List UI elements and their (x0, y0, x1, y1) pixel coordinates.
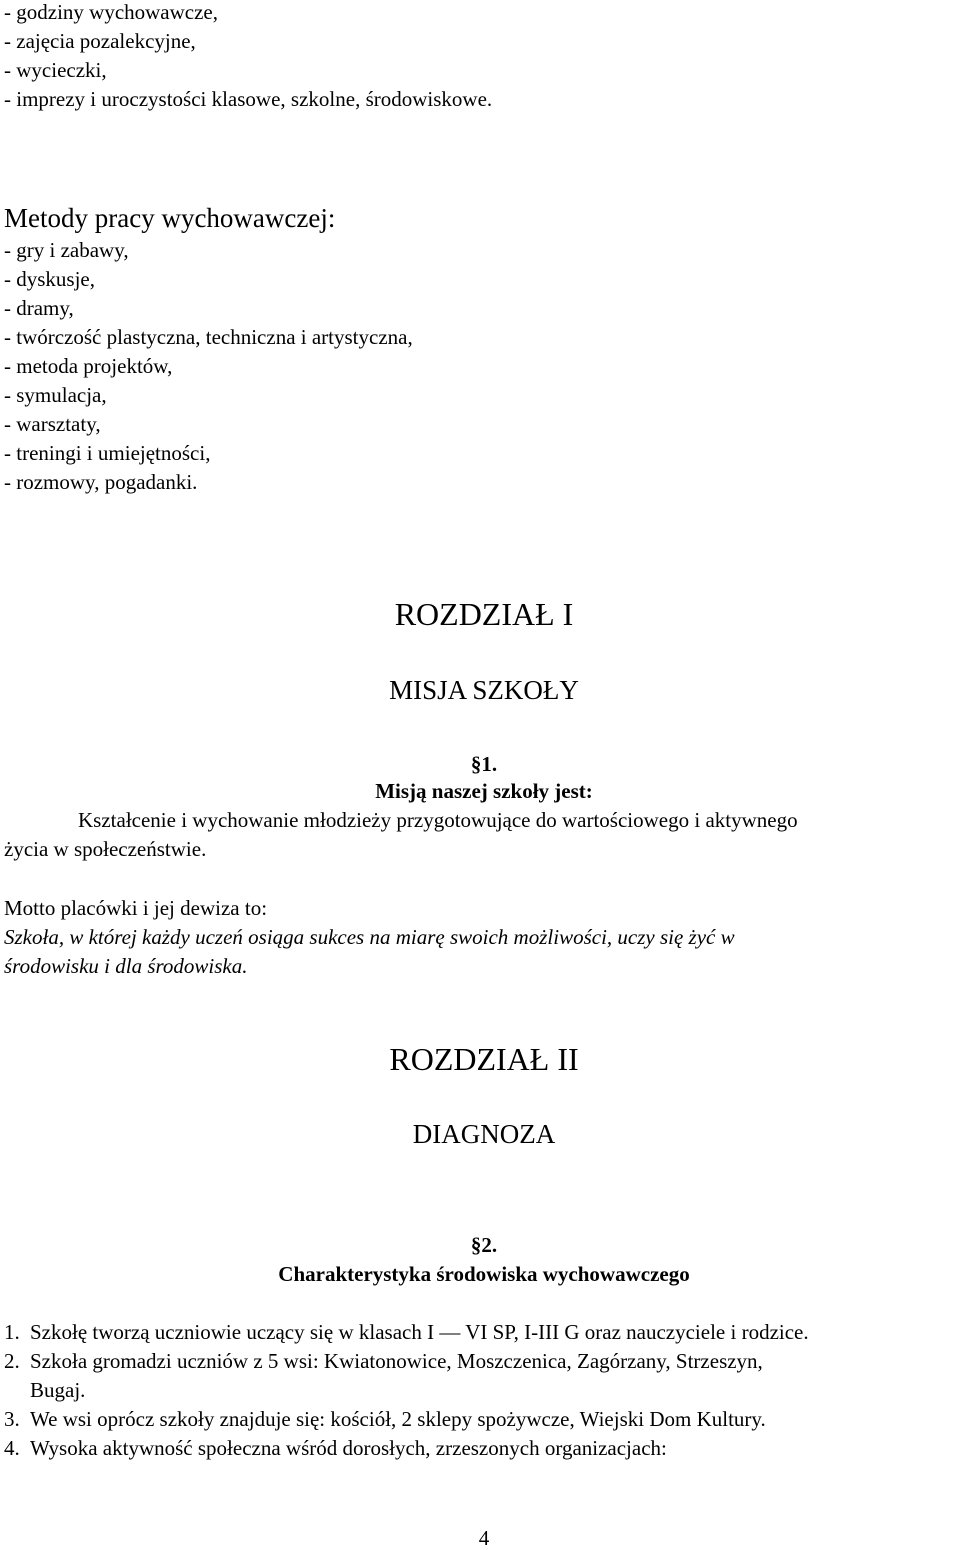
list-item-text: Wysoka aktywność społeczna wśród dorosłych, zrzeszonych organizacjach: (30, 1436, 667, 1460)
list-item-text: Szkoła gromadzi uczniów z 5 wsi: Kwiatonowice, Moszczenica, Zagórzany, Strzeszyn, (30, 1349, 763, 1373)
intro-list-item: - zajęcia pozalekcyjne, (4, 29, 196, 53)
chapter-title: ROZDZIAŁ II (389, 1041, 579, 1077)
mission-text-line: życia w społeczeństwie. (4, 837, 207, 861)
methods-list-item: - rozmowy, pogadanki. (4, 470, 198, 494)
numbered-list-item (4, 1407, 766, 1431)
numbered-list-item (4, 1320, 809, 1344)
chapter-subtitle: DIAGNOZA (412, 1119, 556, 1149)
section-title: Charakterystyka środowiska wychowawczego (278, 1262, 690, 1286)
intro-list-item: - godziny wychowawcze, (4, 0, 218, 24)
list-item-number: 4. (4, 1436, 20, 1460)
motto-text-line: Szkoła, w której każdy uczeń osiąga sukces na miarę swoich możliwości, uczy się żyć w (4, 925, 735, 949)
chapter-title: ROZDZIAŁ I (394, 596, 574, 632)
section-title: Misją naszej szkoły jest: (375, 779, 593, 803)
list-item-text: Szkołę tworzą uczniowie uczący się w klasach I — VI SP, I-III G oraz nauczyciele i rodzice. (30, 1320, 809, 1344)
motto-intro: Motto placówki i jej dewiza to: (4, 896, 268, 920)
methods-list-item: - warsztaty, (4, 412, 101, 436)
list-item-continuation: Bugaj. (30, 1378, 86, 1402)
methods-list-item: - symulacja, (4, 383, 107, 407)
list-item-number: 2. (4, 1349, 20, 1373)
methods-list-item: - metoda projektów, (4, 354, 173, 378)
methods-list-item: - dyskusje, (4, 267, 95, 291)
list-item-number: 3. (4, 1407, 20, 1431)
methods-heading: Metody pracy wychowawczej: (4, 203, 336, 233)
numbered-list-item (4, 1436, 667, 1460)
list-item-text: We wsi oprócz szkoły znajduje się: kościół, 2 sklepy spożywcze, Wiejski Dom Kultury. (30, 1407, 766, 1431)
section-number: §2. (470, 1233, 498, 1257)
section-number: §1. (470, 752, 498, 776)
methods-list-item: - gry i zabawy, (4, 238, 129, 262)
methods-list-item: - twórczość plastyczna, techniczna i artystyczna, (4, 325, 413, 349)
methods-list-item: - treningi i umiejętności, (4, 441, 211, 465)
intro-list-item: - imprezy i uroczystości klasowe, szkolne, środowiskowe. (4, 87, 493, 111)
mission-text-line: Kształcenie i wychowanie młodzieży przygotowujące do wartościowego i aktywnego (78, 808, 798, 832)
page-number: 4 (478, 1526, 490, 1550)
methods-list-item: - dramy, (4, 296, 74, 320)
motto-text-line: środowisku i dla środowiska. (4, 954, 248, 978)
list-item-number: 1. (4, 1320, 20, 1344)
chapter-subtitle: MISJA SZKOŁY (389, 675, 579, 705)
intro-list-item: - wycieczki, (4, 58, 107, 82)
numbered-list-item (4, 1349, 763, 1373)
